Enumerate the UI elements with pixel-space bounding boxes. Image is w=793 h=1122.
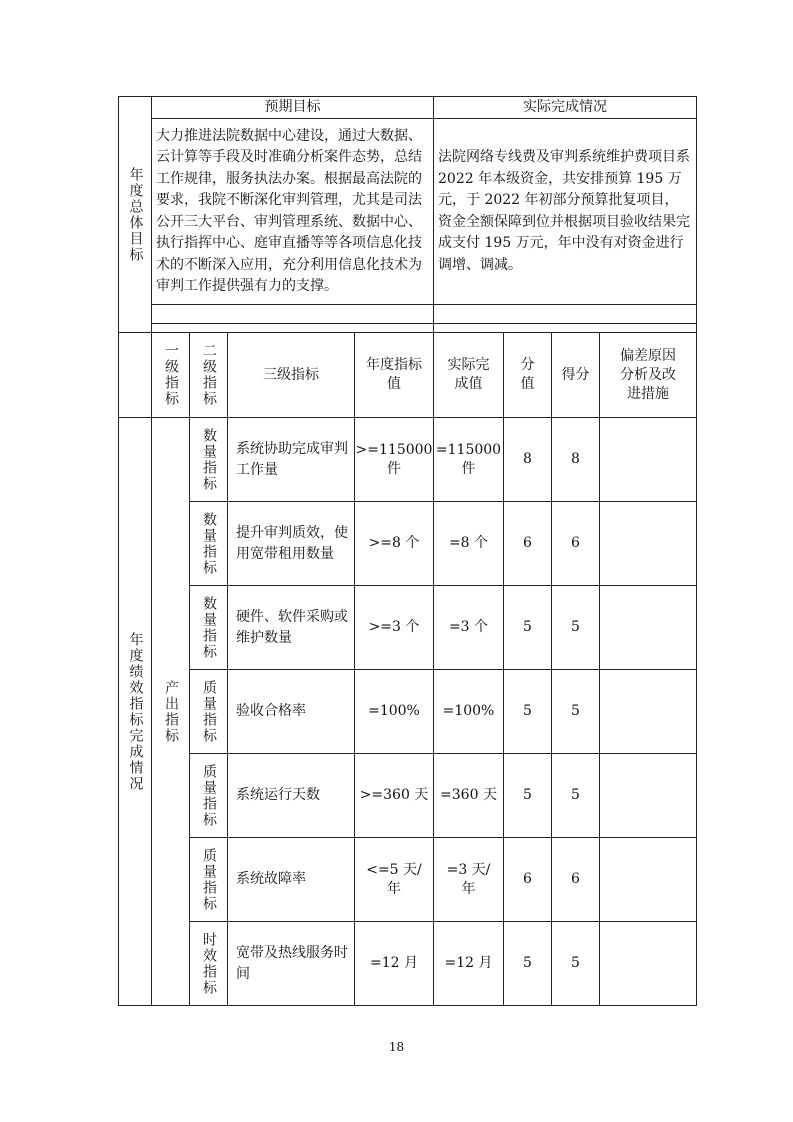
target-line1: <=5 天/	[366, 861, 422, 878]
table-row	[119, 922, 697, 1006]
score-cell: 6	[552, 502, 600, 586]
empty-cell	[434, 305, 697, 324]
score-cell: 5	[552, 754, 600, 838]
level2-cell	[190, 838, 228, 922]
level2-text: 质量指标	[201, 847, 217, 912]
level3-cell: 宽带及热线服务时间	[228, 922, 355, 1006]
header-level1-text: 一级指标	[163, 343, 179, 407]
actual-line1: =115000	[435, 441, 502, 458]
header-level1	[152, 333, 190, 418]
empty-cell	[152, 305, 434, 324]
score-cell: 5	[552, 922, 600, 1006]
header-deviation	[600, 333, 697, 418]
actual-line1: =100%	[442, 703, 495, 719]
summary-row-label-text: 年度总体目标	[127, 166, 144, 263]
actual-line2: 件	[461, 460, 476, 477]
actual-line1: =360 天	[440, 787, 497, 803]
level2-text: 质量指标	[201, 763, 217, 828]
header-actual-value	[434, 333, 504, 418]
actual-text: 法院网络专线费及审判系统维护费项目系 2022 年本级资金，共安排预算 195 万元，于 2022 年初部分预算批复项目，资金全额保障到位并根据项目验收结果完成支付 195 万元，年中没有对资金进行调增、调减。	[434, 119, 697, 305]
summary-row-label	[119, 97, 152, 333]
level2-text: 质量指标	[201, 679, 217, 744]
actual-cell	[434, 838, 504, 922]
deviation-cell	[600, 838, 697, 922]
table-row	[119, 670, 697, 754]
header-level3: 三级指标	[228, 333, 355, 418]
level2-cell	[190, 754, 228, 838]
level1-cell	[152, 418, 190, 1006]
level2-cell	[190, 418, 228, 502]
table-row	[119, 838, 697, 922]
level2-cell	[190, 670, 228, 754]
points-cell: 5	[504, 922, 552, 1006]
page-number: 18	[388, 1040, 405, 1054]
points-cell: 5	[504, 670, 552, 754]
performance-label-text: 年度绩效指标完成情况	[127, 631, 144, 792]
level3-cell: 提升审判质效，使用宽带租用数量	[228, 502, 355, 586]
actual-cell	[434, 586, 504, 670]
header-score-value-line2: 值	[520, 376, 535, 392]
level3-cell: 硬件、软件采购或维护数量	[228, 586, 355, 670]
target-line1: >=360 天	[359, 787, 429, 803]
target-line2: 件	[387, 460, 401, 477]
actual-line1: =3 个	[448, 619, 489, 635]
table-row	[119, 754, 697, 838]
target-cell	[355, 670, 434, 754]
deviation-cell	[600, 502, 697, 586]
target-cell	[355, 418, 434, 502]
expected-header: 预期目标	[152, 97, 434, 119]
level3-cell: 系统协助完成审判工作量	[228, 418, 355, 502]
target-cell	[355, 502, 434, 586]
header-actual-value-line2: 成值	[454, 376, 483, 392]
actual-header: 实际完成情况	[434, 97, 697, 119]
empty-cell	[434, 324, 697, 333]
level2-cell	[190, 502, 228, 586]
table-row	[119, 502, 697, 586]
level2-text: 数量指标	[201, 427, 217, 492]
level3-cell: 系统运行天数	[228, 754, 355, 838]
header-annual-target	[355, 333, 434, 418]
header-level2-text: 二级指标	[201, 343, 217, 407]
target-line1: >=115000	[355, 441, 433, 458]
deviation-cell	[600, 418, 697, 502]
deviation-cell	[600, 922, 697, 1006]
points-cell: 8	[504, 418, 552, 502]
target-line1: >=8 个	[368, 535, 420, 551]
points-cell: 6	[504, 838, 552, 922]
header-score-value-line1: 分	[520, 357, 535, 373]
actual-line2: 年	[461, 880, 476, 897]
target-line1: >=3 个	[368, 619, 420, 635]
deviation-cell	[600, 754, 697, 838]
header-score: 得分	[552, 333, 600, 418]
actual-cell	[434, 670, 504, 754]
header-actual-value-line1: 实际完	[447, 357, 490, 373]
level1-value-text: 产出指标	[163, 679, 179, 744]
actual-cell	[434, 418, 504, 502]
performance-label	[119, 418, 152, 1006]
actual-cell	[434, 922, 504, 1006]
level2-text: 数量指标	[201, 595, 217, 660]
level2-text: 时效指标	[201, 931, 217, 996]
score-cell: 6	[552, 838, 600, 922]
header-level2	[190, 333, 228, 418]
target-cell	[355, 838, 434, 922]
target-cell	[355, 754, 434, 838]
level2-cell	[190, 922, 228, 1006]
level3-cell: 系统故障率	[228, 838, 355, 922]
empty-cell	[152, 324, 434, 333]
table-row	[119, 586, 697, 670]
header-deviation-line1: 偏差原因	[620, 347, 676, 364]
target-cell	[355, 586, 434, 670]
level3-cell: 验收合格率	[228, 670, 355, 754]
level2-text: 数量指标	[201, 511, 217, 576]
deviation-cell	[600, 670, 697, 754]
points-cell: 6	[504, 502, 552, 586]
actual-cell	[434, 754, 504, 838]
header-deviation-line3: 进措施	[627, 385, 669, 402]
header-blank	[119, 333, 152, 418]
actual-cell	[434, 502, 504, 586]
actual-line1: =8 个	[448, 535, 489, 551]
target-line2: 年	[387, 880, 401, 897]
points-cell: 5	[504, 586, 552, 670]
header-score-value	[504, 333, 552, 418]
score-cell: 8	[552, 418, 600, 502]
target-line1: =100%	[368, 703, 420, 719]
actual-line1: =3 天/	[446, 861, 491, 878]
performance-table	[118, 96, 697, 1006]
header-annual-target-line1: 年度指标	[366, 357, 422, 373]
expected-text: 大力推进法院数据中心建设，通过大数据、云计算等手段及时准确分析案件态势，总结工作规律，服务执法办案。根据最高法院的要求，我院不断深化审判管理，尤其是司法公开三大平台、审判管理系统、数据中心、执行指挥中心、庭审直播等等各项信息化技术的不断深入应用，充分利用信息化技术为审判工作提供强有力的支撑。	[152, 119, 434, 305]
score-cell: 5	[552, 670, 600, 754]
score-cell: 5	[552, 586, 600, 670]
target-cell	[355, 922, 434, 1006]
target-line1: =12 月	[370, 955, 418, 971]
header-annual-target-line2: 值	[387, 376, 401, 392]
header-deviation-line2: 分析及改	[620, 366, 676, 383]
level2-cell	[190, 586, 228, 670]
actual-line1: =12 月	[444, 955, 493, 971]
table-row	[119, 418, 697, 502]
points-cell: 5	[504, 754, 552, 838]
deviation-cell	[600, 586, 697, 670]
